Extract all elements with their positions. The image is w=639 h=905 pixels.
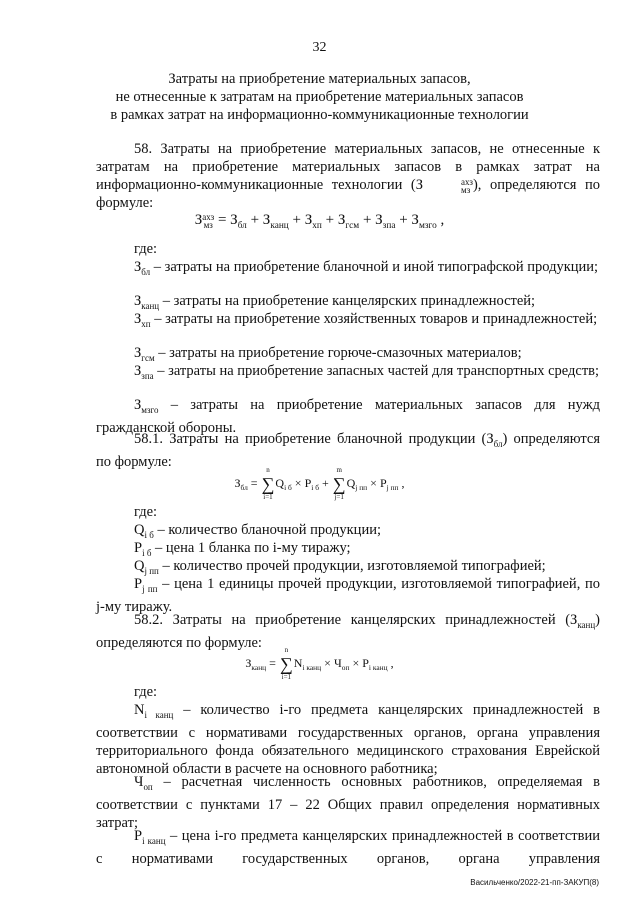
paragraph-58-tail: ), определяются по формуле: [96,177,601,211]
definition-item: $З_{гсм}$ – затраты на приобретение горюче-смазочных материалов; [134,345,522,363]
definition-item: $З_{хп}$ – затраты на приобретение хозяйственных товаров и принадлежностей; [134,311,598,329]
sum-operator: n ∑ i=1 [279,646,293,681]
formula-total-materials: З ахз мз = $З_{бл} + З_{канц} + З_{хп} + З_{гсм} + З_{зпа} + З_{мзго}$ , [194,211,445,231]
definition-item: $Q_{i б}$ – количество бланочной продукции; [134,522,381,540]
paragraph-58-2: 58.2. Затраты на приобретение канцелярских принадлежностей $(З_{канц})$ определяются по формуле: [96,612,600,651]
definition-item: $Q_{j пп}$ – количество прочей продукции, изготовляемой типографией; [134,558,546,576]
formula-blank-products: $З_{бл}$ = n ∑ i=1 $Q_{i б} \times P_{i б}$ + m ∑ j=1 $Q_{j пп} \times P_{j пп}$ , [234,466,405,501]
paragraph-58 [96,140,600,212]
definition-item: $З_{зпа}$ – затраты на приобретение запасных частей для транспортных средств; [134,363,600,381]
where-label: где: [134,504,158,520]
section-title-line: не отнесенные к затратам на приобретение материальных запасов [115,89,524,105]
definition-item: $З_{мзго}$ – затраты на приобретение материальных запасов для нужд гражданской обороны. [96,397,600,436]
paragraph-58-1: 58.1. Затраты на приобретение бланочной продукции $(З_{бл})$ определяются по формуле: [96,431,601,470]
section-title [0,70,639,124]
definition-item: $З_{канц}$ – затраты на приобретение канцелярских принадлежностей; [134,293,536,311]
section-title-line: Затраты на приобретение материальных запасов, [168,71,471,87]
definition-item: $З_{бл}$ – затраты на приобретение бланочной и иной типографской продукции; [134,259,599,277]
where-label: где: [134,684,158,700]
paragraph-58-lead: 58. Затраты на приобретение материальных запасов, не отнесенные к затратам на приобретение материальных запасов в рамках затрат на информационно-коммуникационные технологии ( [96,141,600,193]
section-title-line: в рамках затрат на информационно-коммуникационные технологии [110,107,529,123]
definition-item: $P_{i канц}$ – цена i-го предмета канцелярских принадлежностей в соответствии с нормативами государственных органов, органа управления [96,828,600,867]
definition-item: $P_{i б}$ – цена 1 бланка по i-му тиражу; [134,540,351,558]
definition-item: $Ч_{оп}$ – расчетная численность основных работников, определяемая в соответствии с пунктами 17 – 22 Общих правил определения нормативных затрат; [96,774,600,831]
page-number: 32 [312,40,327,55]
definition-item: $N_{i канц}$ – количество i-го предмета канцелярских принадлежностей в соответствии с нормативами государственных органов, органа управления территориального фонда обязательного медицинского страхования Еврейской автономной области в расчете на основного работника; [96,702,600,777]
formula-office-supplies: $З_{канц}$ = n ∑ i=1 $N_{i канц} \times Ч_{оп} \times P_{i канц}$ , [245,646,394,681]
where-label: где: [134,241,158,257]
document-footer-code: Васильченко/2022-21-пп-ЗАКУП(8) [470,878,599,887]
sum-operator: n ∑ i=1 [261,466,275,501]
definition-item: $P_{j пп}$ – цена 1 единицы прочей продукции, изготовляемой типографией, по j-му тиражу. [96,576,600,615]
symbol: З ахз мз [415,176,473,195]
sum-operator: m ∑ j=1 [332,466,346,501]
